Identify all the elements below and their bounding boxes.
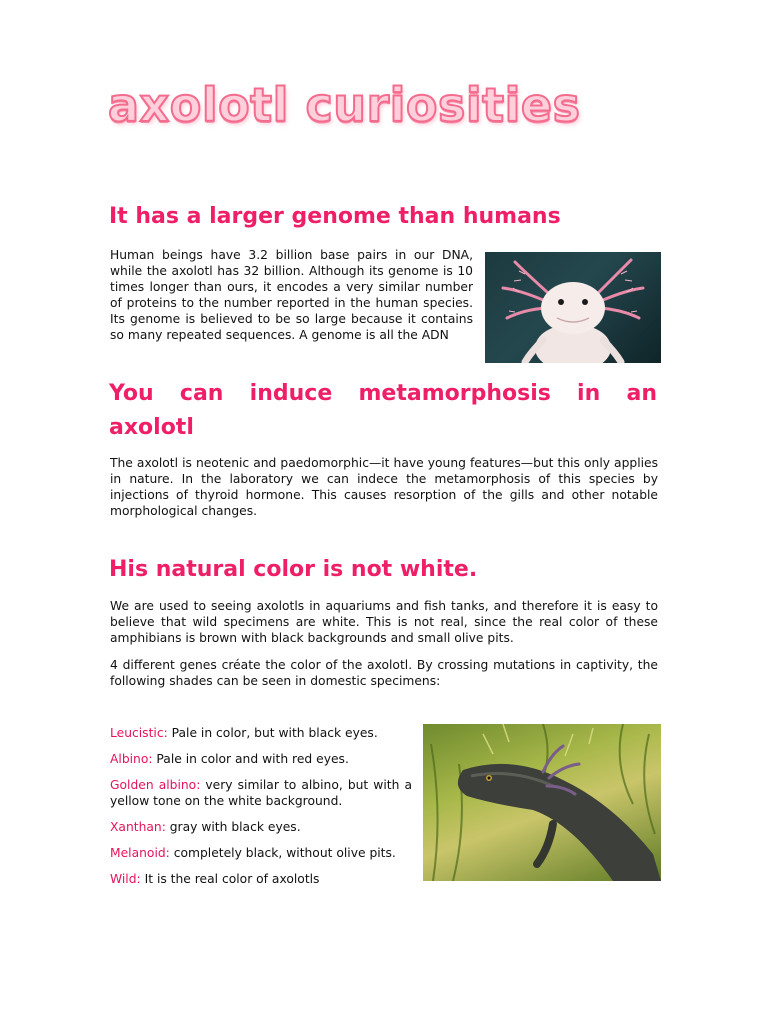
variant-term: Xanthan: xyxy=(110,820,166,834)
leucistic-axolotl-photo xyxy=(485,252,661,363)
variant-term: Melanoid: xyxy=(110,846,170,860)
heading-line-2: axolotl xyxy=(109,415,194,440)
variant-term: Golden albino: xyxy=(110,778,201,792)
paragraph-color-1: We are used to seeing axolotls in aquariums and fish tanks, and therefore it is easy to believe that wild specimens are white. This is not real, since the real color of these amphibians is brown with black backgrounds and small olive pits. xyxy=(110,599,658,645)
wild-axolotl-photo xyxy=(423,724,661,881)
list-item xyxy=(110,845,412,861)
variant-desc: completely black, without olive pits. xyxy=(169,846,396,860)
list-item xyxy=(110,751,412,767)
paragraph-genome: Human beings have 3.2 billion base pairs in our DNA, while the axolotl has 32 billion. Although its genome is 10 times longer than ours, it encodes a very similar number of proteins to the number reported in the human species. Its genome is believed to be so large because it contains so many repeated sequences. A genome is all the ADN xyxy=(110,248,473,342)
variant-term: Wild: xyxy=(110,872,141,886)
section-heading-genome: It has a larger genome than humans xyxy=(109,204,561,229)
variant-desc: very similar to albino, but with a yellow tone on the white background. xyxy=(110,778,412,808)
section-heading-color: His natural color is not white. xyxy=(109,557,478,582)
variant-desc: gray with black eyes. xyxy=(165,820,301,834)
section-heading-metamorphosis xyxy=(109,377,657,445)
color-variants-list xyxy=(110,725,412,897)
heading-line-1: You can induce metamorphosis in an xyxy=(109,381,657,406)
list-item xyxy=(110,819,412,835)
variant-desc: It is the real color of axolotls xyxy=(140,872,320,886)
paragraph-color-2: 4 different genes créate the color of the axolotl. By crossing mutations in captivity, the following shades can be seen in domestic specimens: xyxy=(110,658,658,688)
list-item xyxy=(110,777,412,809)
variant-desc: Pale in color, but with black eyes. xyxy=(167,726,378,740)
variant-desc: Pale in color and with red eyes. xyxy=(152,752,349,766)
variant-term: Albino: xyxy=(110,752,153,766)
page-title: axolotl curiosities xyxy=(108,78,581,132)
paragraph-metamorphosis: The axolotl is neotenic and paedomorphic—it have young features—but this only applies in nature. In the laboratory we can indece the metamorphosis of this species by injections of thyroid hormone. This causes resorption of the gills and other notable morphological changes. xyxy=(110,456,658,518)
list-item xyxy=(110,725,412,741)
variant-term: Leucistic: xyxy=(110,726,168,740)
list-item xyxy=(110,871,412,887)
